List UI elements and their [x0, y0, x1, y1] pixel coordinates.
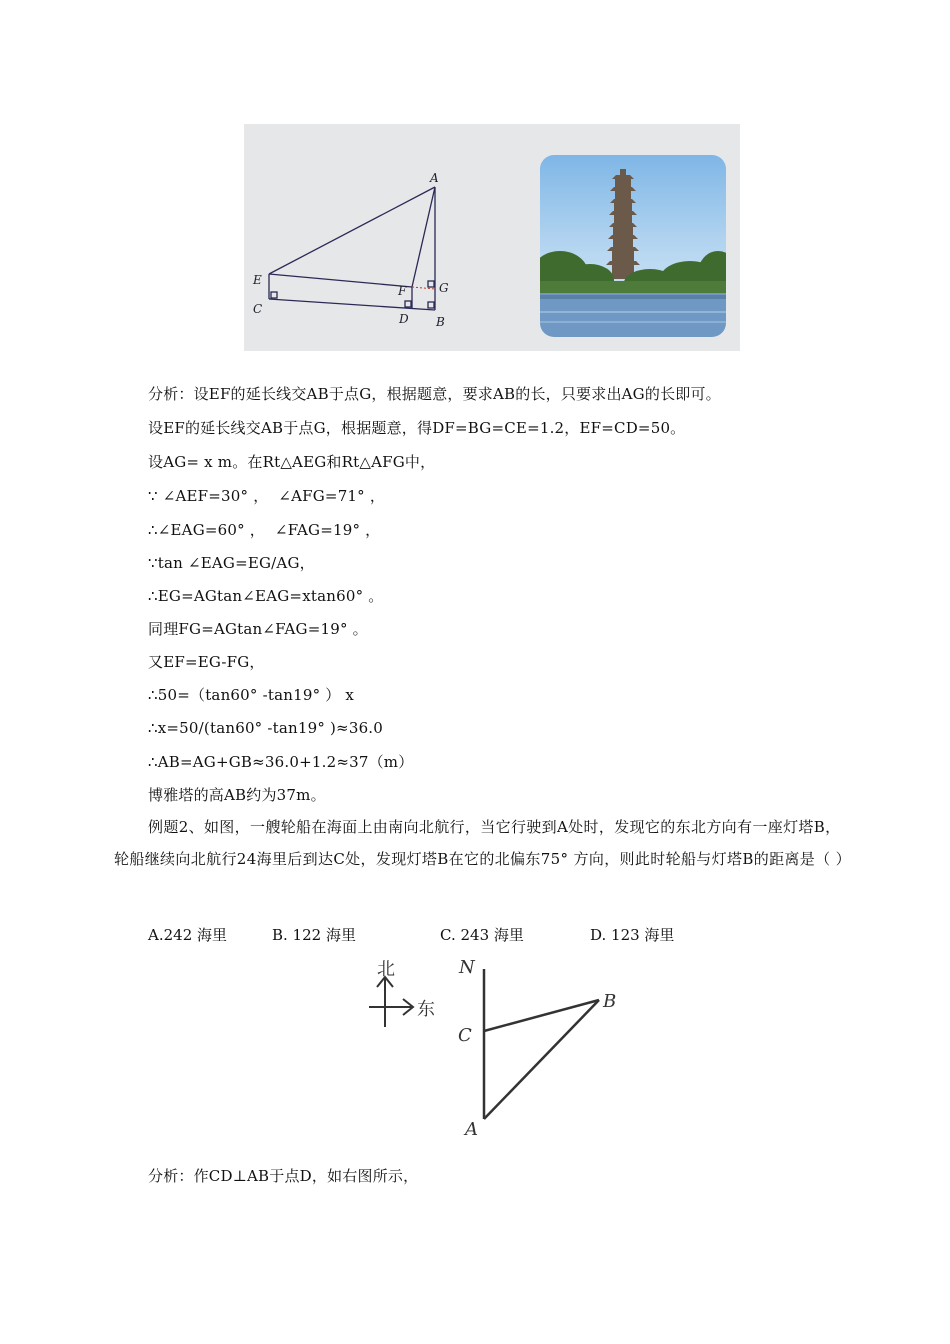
- label-A: A: [465, 1119, 478, 1140]
- option-c: C. 243 海里: [440, 926, 524, 944]
- solution-line: ∴50=（tan60° -tan19° ） x: [148, 686, 355, 704]
- figure-tower-diagram: [244, 124, 740, 351]
- option-a: A.242 海里: [148, 926, 227, 944]
- solution-line: ∵ ∠AEF=30° ， ∠AFG=71° ，: [148, 487, 386, 505]
- solution-line: ∴EG=AGtan∠EAG=xtan60° 。: [148, 587, 384, 605]
- solution-line: ∴∠EAG=60° ， ∠FAG=19° ，: [148, 521, 381, 539]
- label-C: C: [458, 1025, 472, 1046]
- solution-line: 设AG= x m。在Rt△AEG和Rt△AFG中，: [148, 453, 436, 471]
- solution-line: ∵tan ∠EAG=EG/AG，: [148, 554, 315, 572]
- solution-line: ∴x=50/(tan60° -tan19° )≈36.0: [148, 719, 384, 737]
- label-E: E: [253, 273, 262, 287]
- label-G: G: [439, 281, 449, 295]
- label-A: A: [430, 171, 439, 185]
- label-F: F: [398, 284, 407, 298]
- example-2-question: 例题2、如图，一艘轮船在海面上由南向北航行，当它行驶到A处时，发现它的东北方向有一座灯塔B，轮船继续向北航行24海里后到达C处，发现灯塔B在它的北偏东75° 方向，则此时轮船与灯塔B的距离是（ ）: [114, 818, 851, 868]
- conclusion-line: 博雅塔的高AB约为37m。: [148, 786, 326, 804]
- pagoda-photo: [540, 155, 726, 337]
- solution-line: 设EF的延长线交AB于点G，根据题意，得DF=BG=CE=1.2，EF=CD=50。: [148, 419, 686, 437]
- label-B: B: [603, 991, 617, 1012]
- option-b: B. 122 海里: [272, 926, 356, 944]
- option-d: D. 123 海里: [590, 926, 675, 944]
- label-C: C: [253, 302, 263, 316]
- compass-north-label: 北: [377, 959, 395, 980]
- solution-line: ∴AB=AG+GB≈36.0+1.2≈37（m）: [148, 753, 414, 771]
- solution-line: 又EF=EG-FG，: [148, 653, 265, 671]
- solution-line: 同理FG=AGtan∠FAG=19° 。: [148, 620, 368, 638]
- label-N: N: [459, 957, 475, 978]
- compass-east-label: 东: [417, 999, 435, 1020]
- label-B: B: [436, 315, 445, 329]
- analysis-line: 分析：设EF的延长线交AB于点G，根据题意，要求AB的长，只要求出AG的长即可。: [148, 385, 721, 403]
- analysis-line-2: 分析：作CD⊥AB于点D，如右图所示，: [148, 1167, 419, 1185]
- figure-navigation-diagram: [355, 955, 635, 1140]
- compass-icon: [369, 977, 413, 1027]
- label-D: D: [399, 312, 409, 326]
